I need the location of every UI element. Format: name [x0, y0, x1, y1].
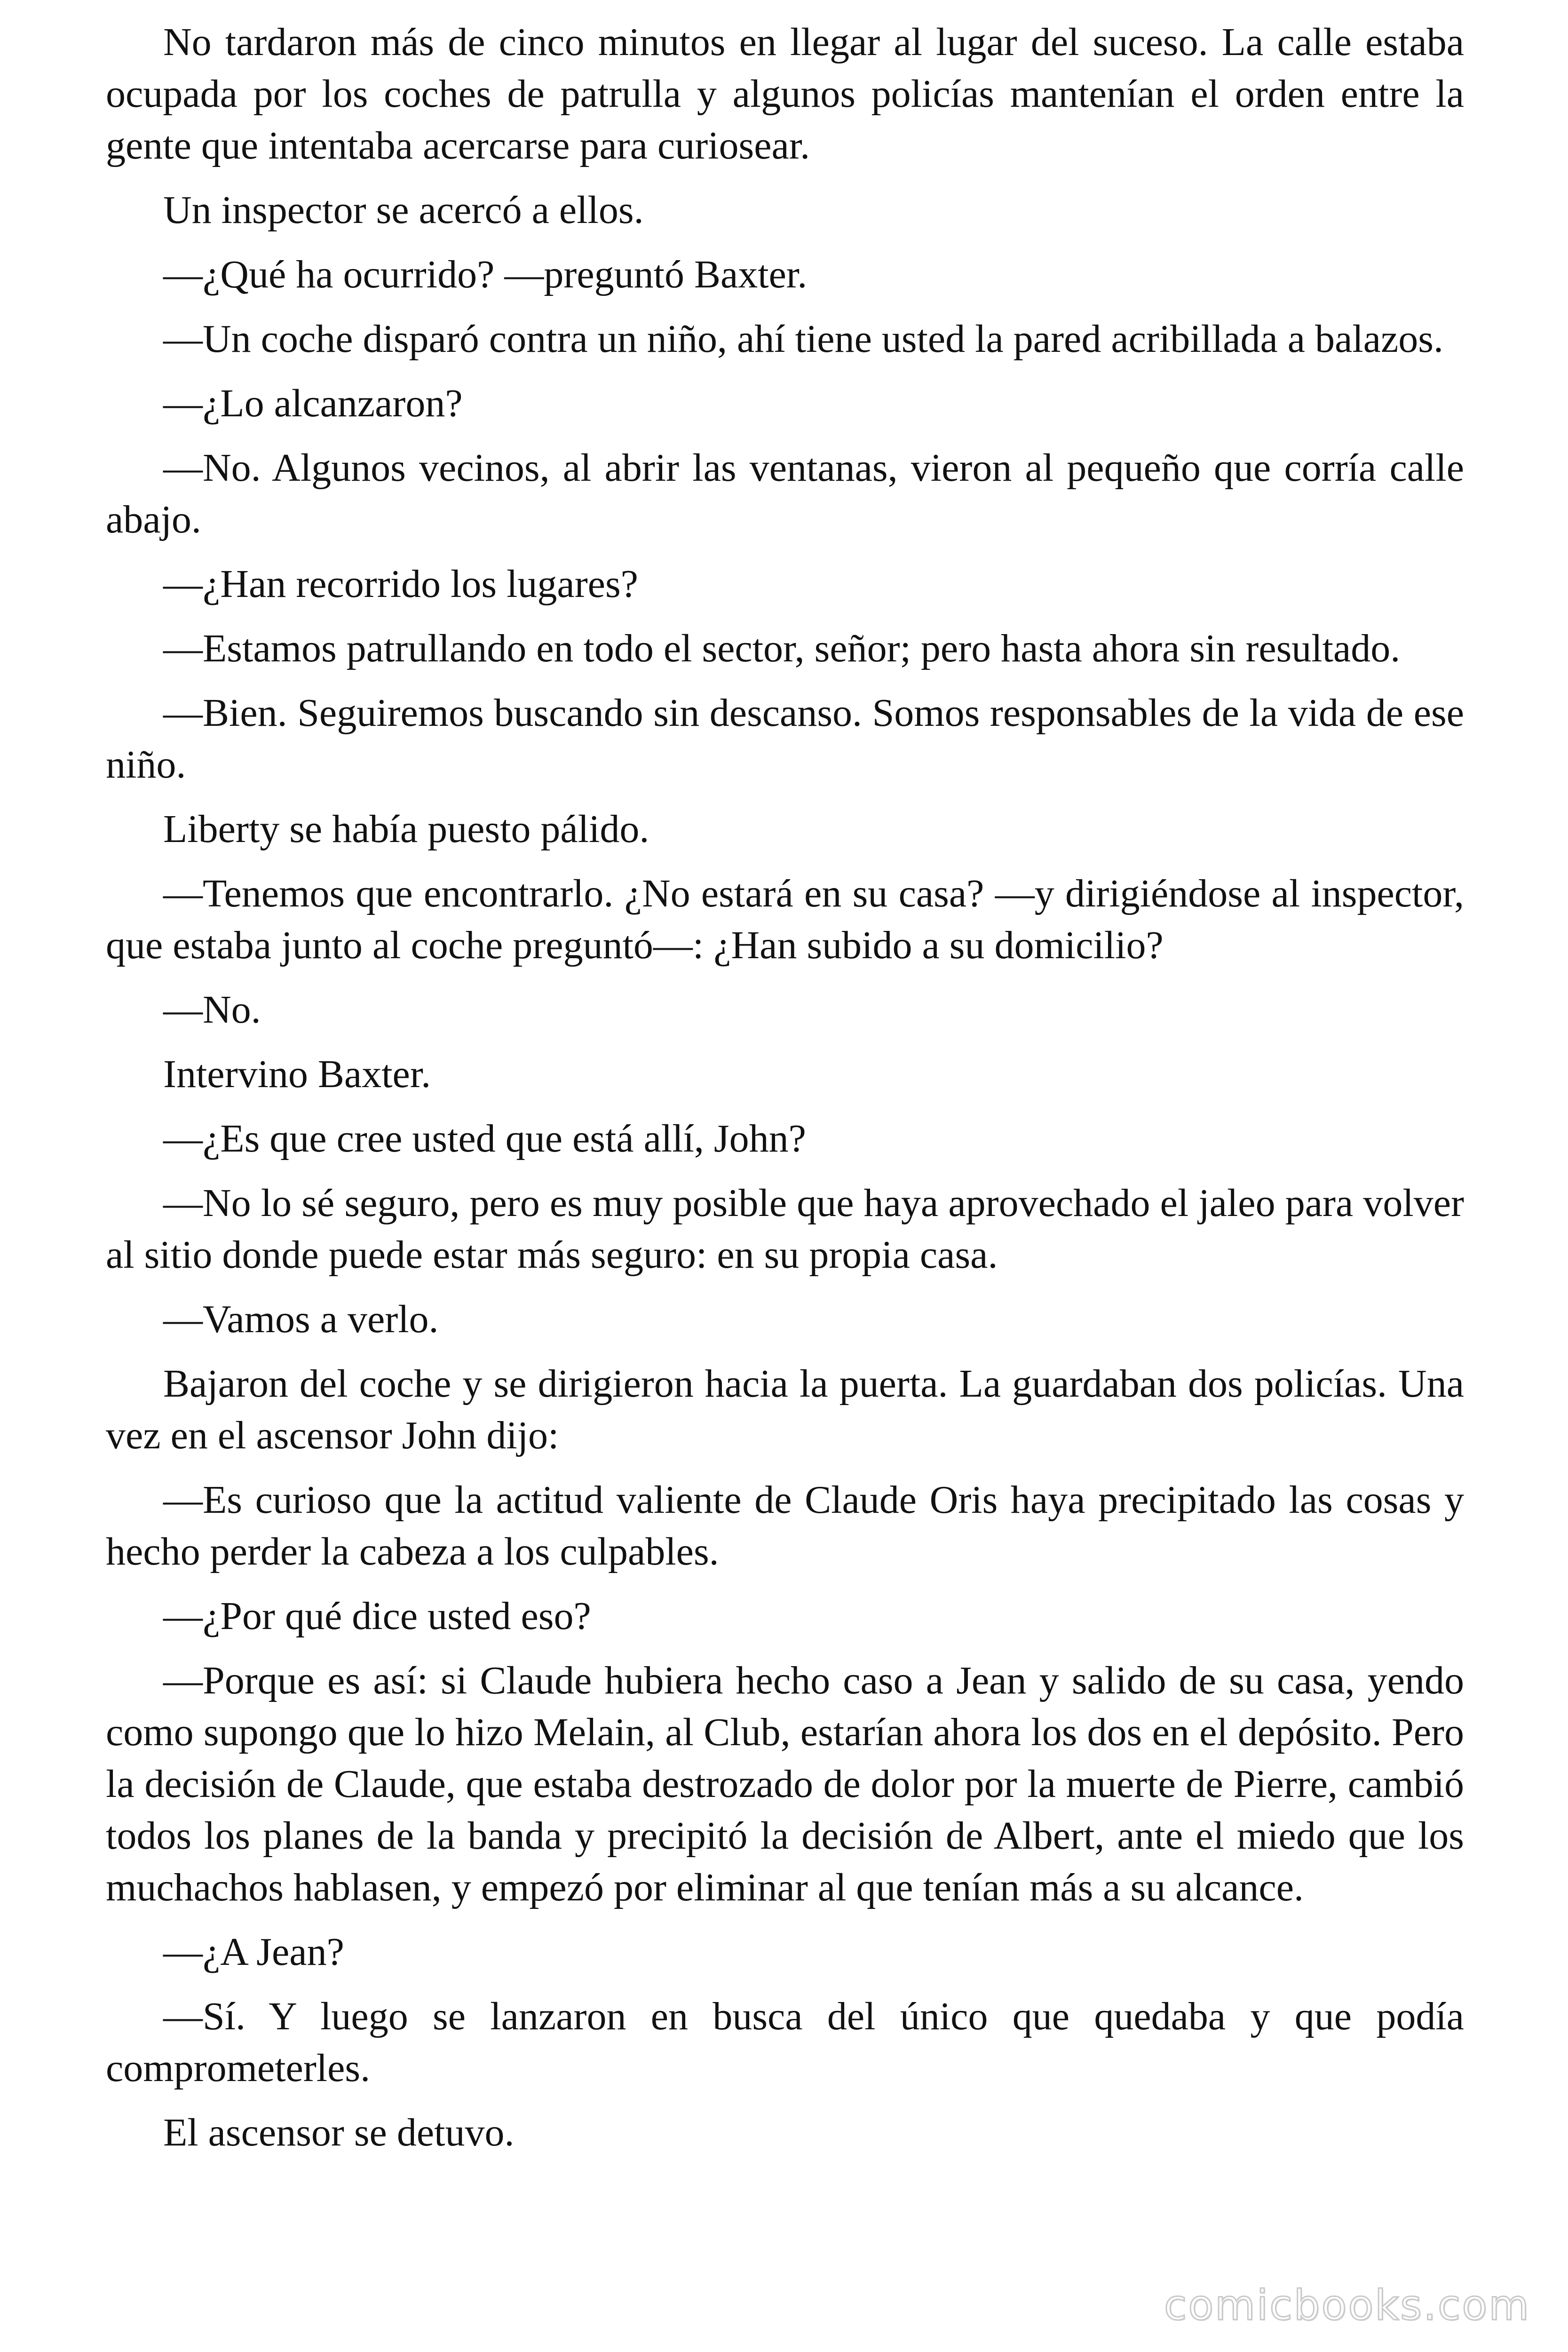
paragraph: —Estamos patrullando en todo el sector, señor; pero hasta ahora sin resultado. — [163, 627, 1401, 670]
paragraph: Liberty se había puesto pálido. — [163, 807, 649, 851]
paragraph: No tardaron más de cinco minutos en llegar al lugar del suceso. La calle estaba ocupada por los coches de patrulla y algunos policías mantenían el orden entre la gente que intentaba acercarse para curiosear. — [106, 20, 1464, 167]
paragraph: —Porque es así: si Claude hubiera hecho caso a Jean y salido de su casa, yendo como supongo que lo hizo Melain, al Club, estarían ahora los dos en el depósito. Pero la decisión de Claude, que estaba destrozado de dolor por la muerte de Pierre, cambió todos los planes de la banda y precipitó la decisión de Albert, ante el miedo que los muchachos hablasen, y empezó por eliminar al que tenían más a su alcance. — [106, 1659, 1464, 1909]
watermark: comicbooks.com — [1164, 2281, 1530, 2329]
paragraph: —Vamos a verlo. — [163, 1297, 439, 1341]
paragraph: —¿Qué ha ocurrido? —preguntó Baxter. — [163, 253, 808, 296]
paragraph: —Sí. Y luego se lanzaron en busca del único que quedaba y que podía comprometerles. — [106, 1994, 1464, 2090]
paragraph: El ascensor se detuvo. — [163, 2111, 515, 2154]
paragraph: —¿Por qué dice usted eso? — [163, 1594, 591, 1638]
paragraph: —¿A Jean? — [163, 1930, 344, 1974]
paragraph: —¿Lo alcanzaron? — [163, 381, 463, 425]
paragraph: Un inspector se acercó a ellos. — [163, 188, 644, 232]
paragraph: —Bien. Seguiremos buscando sin descanso. Somos responsables de la vida de ese niño. — [106, 691, 1464, 787]
paragraph: —Tenemos que encontrarlo. ¿No estará en su casa? —y dirigiéndose al inspector, que estaba junto al coche preguntó—: ¿Han subido a su domicilio? — [106, 872, 1464, 967]
paragraph: —¿Es que cree usted que está allí, John? — [163, 1117, 806, 1160]
paragraph: Intervino Baxter. — [163, 1052, 431, 1096]
paragraph: Bajaron del coche y se dirigieron hacia la puerta. La guardaban dos policías. Una vez en el ascensor John dijo: — [106, 1362, 1464, 1457]
paragraph: —Es curioso que la actitud valiente de Claude Oris haya precipitado las cosas y hecho perder la cabeza a los culpables. — [106, 1478, 1464, 1573]
paragraph: —No. — [163, 988, 261, 1032]
paragraph: —No lo sé seguro, pero es muy posible que haya aprovechado el jaleo para volver al sitio donde puede estar más seguro: en su propia casa. — [106, 1181, 1464, 1277]
paragraph: —No. Algunos vecinos, al abrir las ventanas, vieron al pequeño que corría calle abajo. — [106, 446, 1464, 541]
paragraph: —Un coche disparó contra un niño, ahí tiene usted la pared acribillada a balazos. — [163, 317, 1443, 361]
page-text — [106, 16, 1464, 2171]
paragraph: —¿Han recorrido los lugares? — [163, 562, 638, 606]
